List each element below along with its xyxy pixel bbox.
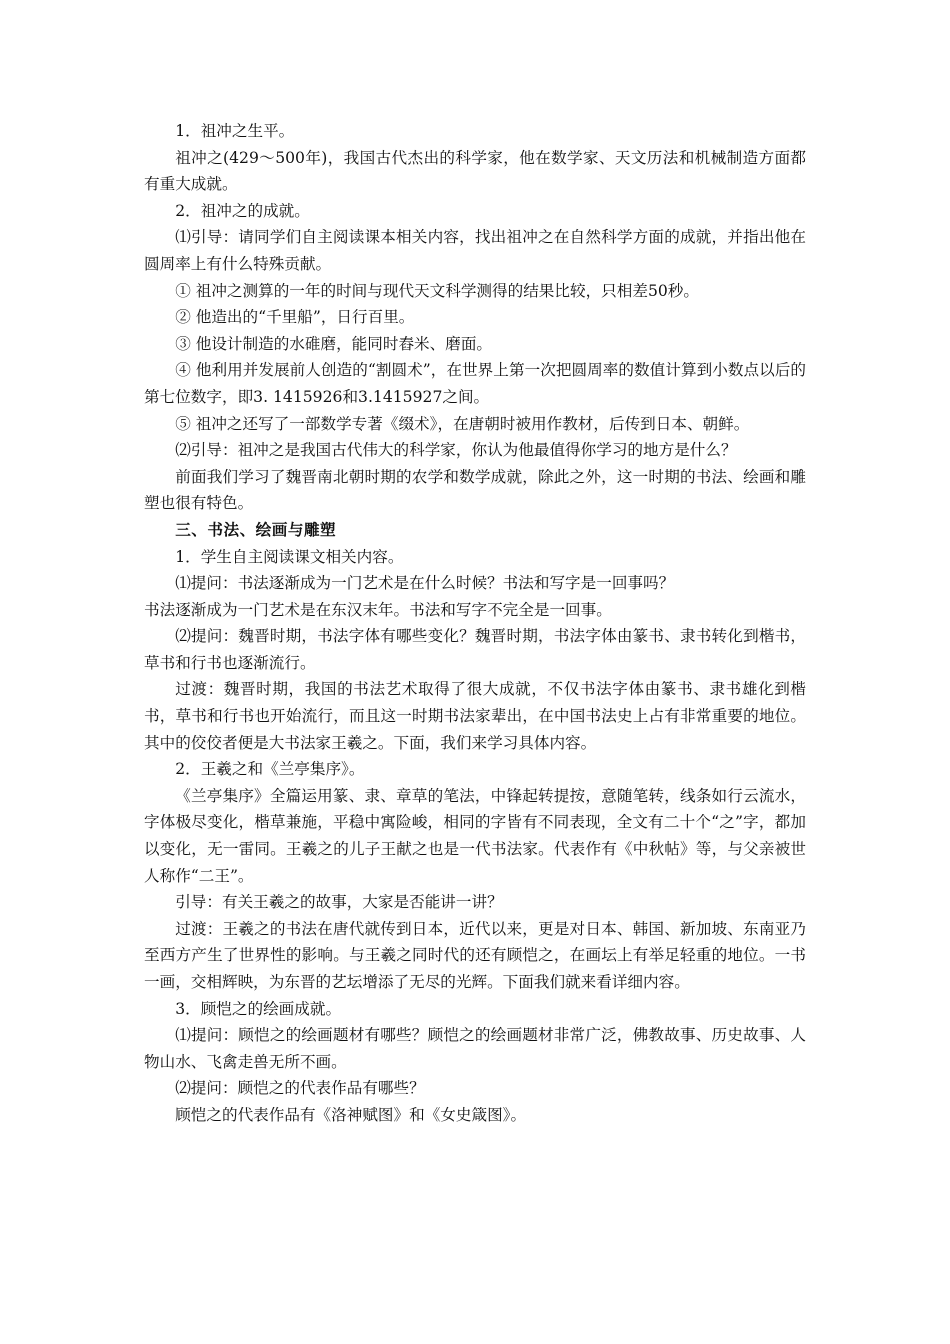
section-item-zuchongzhi-life: 1．祖冲之生平。 — [175, 122, 295, 140]
list-item: ① 祖冲之测算的一年的时间与现代天文科学测得的结果比较，只相差50秒。 — [175, 281, 699, 300]
body-paragraph: 祖冲之(429～500年)，我国古代杰出的科学家，他在数学家、天文历法和机械制造方面都有重大成就。 — [144, 148, 806, 194]
section-heading: 三、书法、绘画与雕塑 — [175, 520, 337, 539]
list-item: ④ 他利用并发展前人创造的“割圆术”，在世界上第一次把圆周率的数值计算到小数点以后的第七位数字，即3. 1415926和3.1415927之间。 — [144, 361, 806, 406]
question-paragraph: ⑵提问：魏晋时期，书法字体有哪些变化？魏晋时期，书法字体由篆书、隶书转化到楷书，草书和行书也逐渐流行。 — [144, 627, 806, 672]
document-page — [144, 118, 806, 1129]
guide-paragraph: ⑵引导：祖冲之是我国古代伟大的科学家，你认为他最值得你学习的地方是什么？ — [175, 441, 737, 460]
answer-paragraph: 书法逐渐成为一门艺术是在东汉末年。书法和写字不完全是一回事。 — [144, 600, 612, 619]
list-item: ② 他造出的“千里船”，日行百里。 — [175, 308, 415, 327]
guide-paragraph: ⑴引导：请同学们自主阅读课本相关内容，找出祖冲之在自然科学方面的成就，并指出他在圆周率上有什么特殊贡献。 — [144, 228, 806, 273]
transition-paragraph: 过渡：王羲之的书法在唐代就传到日本，近代以来，更是对日本、韩国、新加坡、东南亚乃至西方产生了世界性的影响。与王羲之同时代的还有顾恺之，在画坛上有举足轻重的地位。一书一画，交相辉映，为东晋的艺坛增添了无尽的光辉。下面我们就来看详细内容。 — [144, 919, 806, 991]
answer-paragraph: 顾恺之的代表作品有《洛神赋图》和《女史箴图》。 — [175, 1105, 527, 1124]
section-item-wangxizhi: 2．王羲之和《兰亭集序》。 — [175, 760, 365, 779]
guide-paragraph: 引导：有关王羲之的故事，大家是否能讲一讲？ — [175, 893, 503, 912]
list-item: ⑤ 祖冲之还写了一部数学专著《缀术》，在唐朝时被用作教材，后传到日本、朝鲜。 — [175, 414, 750, 433]
question-paragraph: ⑴提问：书法逐渐成为一门艺术是在什么时候？书法和写字是一回事吗？ — [175, 574, 675, 593]
list-item: ③ 他设计制造的水碓磨，能同时舂米、磨面。 — [175, 334, 493, 353]
body-paragraph: 《兰亭集序》全篇运用篆、隶、章草的笔法，中锋起转提按，意随笔转，线条如行云流水，字体极尽变化，楷草兼施，平稳中寓险峻，相同的字皆有不同表现，全文有二十个“之”字，都加以变化，无一雷同。王羲之的儿子王献之也是一代书法家。代表作有《中秋帖》等，与父亲被世人称作“二王”。 — [144, 786, 806, 885]
question-paragraph: ⑵提问：顾恺之的代表作品有哪些？ — [175, 1079, 425, 1098]
transition-paragraph: 过渡：魏晋时期，我国的书法艺术取得了很大成就，不仅书法字体由篆书、隶书雄化到楷书，草书和行书也开始流行，而且这一时期书法家辈出，在中国书法史上占有非常重要的地位。其中的佼佼者便是大书法家王羲之。下面，我们来学习具体内容。 — [144, 680, 806, 752]
transition-paragraph: 前面我们学习了魏晋南北朝时期的农学和数学成就，除此之外，这一时期的书法、绘画和雕塑也很有特色。 — [144, 467, 806, 513]
question-paragraph: ⑴提问：顾恺之的绘画题材有哪些？顾恺之的绘画题材非常广泛，佛教故事、历史故事、人物山水、飞禽走兽无所不画。 — [144, 1026, 806, 1071]
section-item-gukaizhi: 3．顾恺之的绘画成就。 — [175, 999, 342, 1018]
section-item-reading: 1．学生自主阅读课文相关内容。 — [175, 547, 404, 566]
section-item-zuchongzhi-achievements: 2．祖冲之的成就。 — [175, 201, 310, 220]
